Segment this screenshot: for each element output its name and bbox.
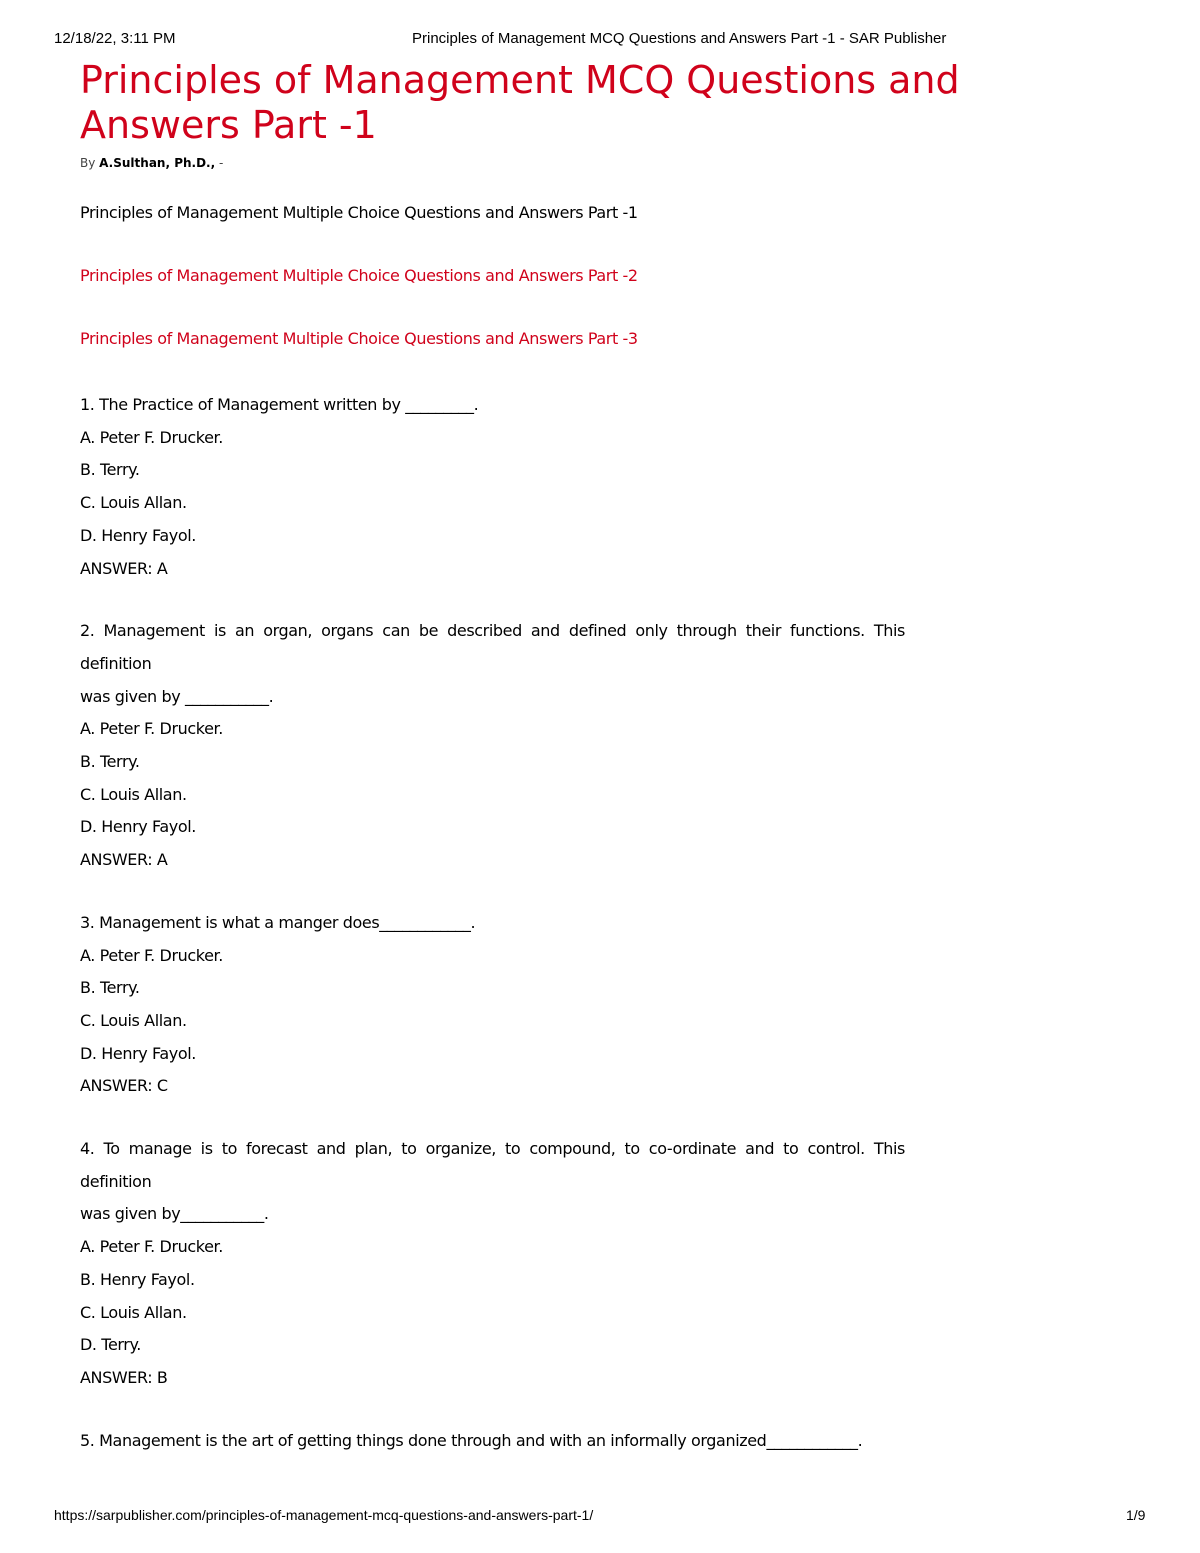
option-a: A. Peter F. Drucker. (80, 427, 223, 447)
answer: ANSWER: C (80, 1076, 168, 1096)
page-number: 1/9 (1126, 1507, 1146, 1523)
question-5 (80, 1425, 905, 1458)
answer: ANSWER: A (80, 850, 168, 870)
answer: ANSWER: A (80, 558, 168, 578)
option-b: B. Terry. (80, 752, 140, 772)
byline-separator: - (219, 156, 224, 170)
question-text: 2. Management is an organ, organs can be described and defined only through their functions. This definition (80, 621, 905, 673)
print-date: 12/18/22, 3:11 PM (54, 30, 176, 47)
question-3 (80, 907, 905, 1103)
question-4 (80, 1133, 905, 1395)
print-url: https://sarpublisher.com/principles-of-management-mcq-questions-and-answers-part-1/ (54, 1507, 594, 1523)
question-text-continued: was given by ___________. (80, 686, 274, 706)
question-text-continued: was given by___________. (80, 1204, 269, 1224)
option-c: C. Louis Allan. (80, 1010, 187, 1030)
question-text: 4. To manage is to forecast and plan, to organize, to compound, to co-ordinate and to control. This definition (80, 1139, 905, 1191)
answer: ANSWER: B (80, 1367, 168, 1387)
print-page-title: Principles of Management MCQ Questions and Answers Part -1 - SAR Publisher (412, 30, 947, 47)
article-title: Principles of Management MCQ Questions and Answers Part -1 (80, 58, 960, 147)
question-2 (80, 615, 905, 877)
option-b: B. Henry Fayol. (80, 1269, 195, 1289)
option-c: C. Louis Allan. (80, 1302, 187, 1322)
option-d: D. Henry Fayol. (80, 525, 196, 545)
question-1 (80, 389, 905, 585)
intro-text: Principles of Management Multiple Choice Questions and Answers Part -1 (80, 203, 638, 222)
option-a: A. Peter F. Drucker. (80, 719, 223, 739)
option-c: C. Louis Allan. (80, 493, 187, 513)
question-text: 3. Management is what a manger does____________. (80, 912, 476, 932)
option-d: D. Henry Fayol. (80, 817, 196, 837)
option-c: C. Louis Allan. (80, 784, 187, 804)
article-body (80, 200, 905, 1457)
by-label: By (80, 156, 96, 170)
option-b: B. Terry. (80, 460, 140, 480)
option-b: B. Terry. (80, 978, 140, 998)
option-d: D. Henry Fayol. (80, 1043, 196, 1063)
byline (80, 156, 223, 170)
question-text: 5. Management is the art of getting things done through and with an informally organized____________. (80, 1430, 863, 1450)
part-2-link[interactable]: Principles of Management Multiple Choice Questions and Answers Part -2 (80, 266, 638, 285)
part-3-link[interactable]: Principles of Management Multiple Choice Questions and Answers Part -3 (80, 329, 638, 348)
option-a: A. Peter F. Drucker. (80, 1237, 223, 1257)
option-d: D. Terry. (80, 1335, 141, 1355)
question-text: 1. The Practice of Management written by _________. (80, 395, 479, 414)
option-a: A. Peter F. Drucker. (80, 945, 223, 965)
author-link[interactable]: A.Sulthan, Ph.D., (99, 156, 216, 170)
